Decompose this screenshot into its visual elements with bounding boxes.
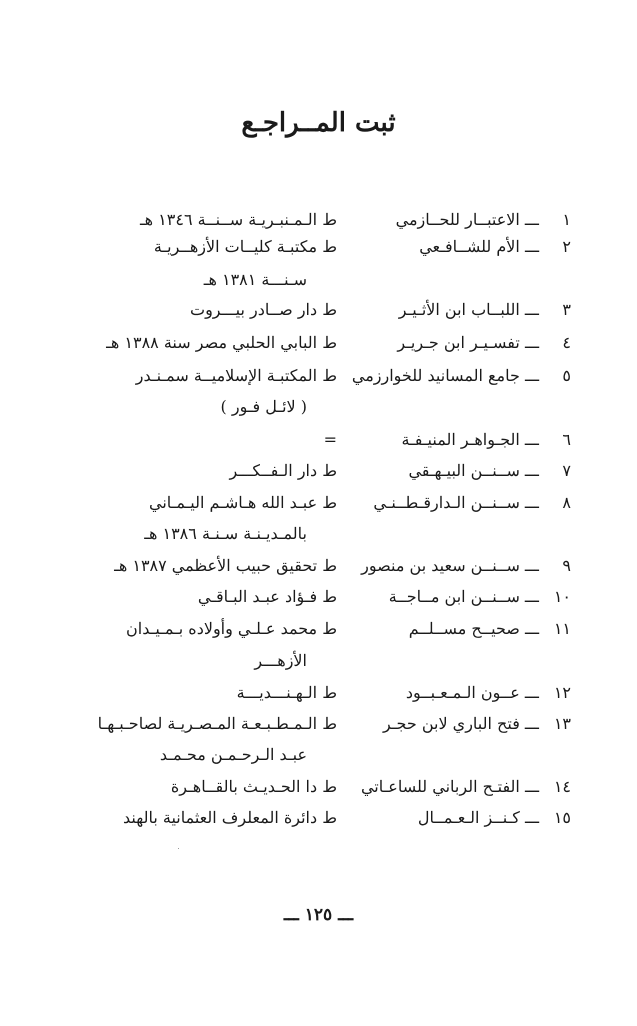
publisher-info: ط المكتبـة الإسلاميــة سمـنـدر	[135, 366, 337, 385]
reference-continuation	[0, 270, 637, 300]
publisher-continuation: عبـد الـرحـمـن محـمـد	[159, 745, 307, 764]
reference-title: ـــ الفتـح الرباني للساعـاتي	[360, 777, 539, 796]
reference-number: ١٠	[553, 587, 571, 606]
reference-entry	[0, 556, 637, 586]
reference-entry	[0, 237, 637, 267]
publisher-info: ط مكتبـة كليــات الأزهــريـة	[153, 237, 337, 256]
reference-title: ـــ ســنــن ابن مــاجــة	[388, 587, 539, 606]
reference-entry	[0, 366, 637, 396]
reference-entry	[0, 619, 637, 649]
reference-title: ـــ ســنــن سعيد بن منصور	[361, 556, 539, 575]
reference-title: ـــ اللبــاب ابن الأثـيـر	[398, 300, 539, 319]
reference-entry	[0, 300, 637, 330]
reference-entry	[0, 808, 637, 838]
stray-mark	[178, 848, 179, 849]
reference-number: ٩	[562, 556, 571, 575]
reference-continuation	[0, 524, 637, 554]
reference-entry	[0, 714, 637, 744]
publisher-info: ط دار صــادر بيـــروت	[190, 300, 337, 319]
page-number: ـــ ١٢٥ ـــ	[283, 905, 354, 925]
publisher-info: ط فـؤاد عبـد البـاقـي	[197, 587, 337, 606]
reference-continuation	[0, 745, 637, 775]
publisher-continuation: ( لائـل فـور )	[220, 397, 307, 416]
publisher-info: ط تحقيق حبيب الأعظمي ١٣٨٧ هـ	[114, 556, 337, 575]
publisher-info: ط الـمـنبـريـة ســنــة ١٣٤٦ هـ	[139, 210, 337, 229]
reference-title: ـــ الجـواهـر المنيـفـة	[401, 430, 539, 449]
reference-entry	[0, 333, 637, 363]
reference-number: ٨	[562, 493, 571, 512]
reference-title: ـــ فتح الباري لابن حجـر	[383, 714, 539, 733]
reference-number: ١٢	[553, 683, 571, 702]
reference-title: ـــ كـنــز الـعـمــال	[417, 808, 539, 827]
publisher-info: ط الـمـطـبـعـة المـصـريـة لصاحـبـهـا	[97, 714, 337, 733]
reference-number: ١٤	[553, 777, 571, 796]
reference-entry	[0, 777, 637, 807]
reference-entry	[0, 493, 637, 523]
reference-entry	[0, 683, 637, 713]
reference-entry	[0, 210, 637, 240]
reference-continuation	[0, 397, 637, 427]
reference-title: ـــ الأم للشــافـعي	[419, 237, 539, 256]
reference-continuation	[0, 651, 637, 681]
reference-entry	[0, 430, 637, 460]
publisher-info: ط محمد عـلـي وأولاده بـمـيـدان	[126, 619, 337, 638]
reference-number: ٣	[562, 300, 571, 319]
reference-title: ـــ عــون الـمـعـبــود	[405, 683, 539, 702]
reference-title: ـــ تفسـيـر ابن جـريـر	[397, 333, 539, 352]
reference-number: ١٥	[553, 808, 571, 827]
reference-title: ـــ جامع المسانيد للخوارزمي	[351, 366, 539, 385]
publisher-info: ط الـهـنـــديـــة	[236, 683, 337, 702]
publisher-continuation: الأزهـــر	[254, 651, 307, 670]
reference-title: ـــ صحيــح مســلــم	[408, 619, 539, 638]
reference-title: ـــ ســنــن الـدارقـطــنـي	[373, 493, 539, 512]
publisher-continuation: سـنـــة ١٣٨١ هـ	[203, 270, 307, 289]
publisher-info: ط عبـد الله هـاشـم اليـمـاني	[149, 493, 337, 512]
reference-title: ـــ الاعتبــار للحــازمي	[395, 210, 539, 229]
publisher-info: ط البابي الحلبي مصر سنة ١٣٨٨ هـ	[106, 333, 337, 352]
publisher-info: ط دائرة المعلرف العثمانية بالهند	[122, 808, 337, 827]
reference-number: ٥	[562, 366, 571, 385]
reference-number: ٢	[562, 237, 571, 256]
reference-number: ٤	[562, 333, 571, 352]
publisher-info: ط دار الـفــكـــر	[229, 461, 337, 480]
reference-title: ـــ ســنــن البيـهـقي	[408, 461, 539, 480]
reference-number: ١٣	[553, 714, 571, 733]
publisher-continuation: بالمـديـنـة سـنـة ١٣٨٦ هـ	[144, 524, 307, 543]
reference-number: ٦	[562, 430, 571, 449]
publisher-info: =	[323, 430, 337, 449]
reference-number: ١١	[553, 619, 571, 638]
page-title: ثبت المــراجـع	[241, 108, 396, 138]
reference-number: ٧	[562, 461, 571, 480]
reference-entry	[0, 587, 637, 617]
reference-entry	[0, 461, 637, 491]
reference-number: ١	[562, 210, 571, 229]
publisher-info: ط دا الحـديـث بالقــاهـرة	[170, 777, 337, 796]
